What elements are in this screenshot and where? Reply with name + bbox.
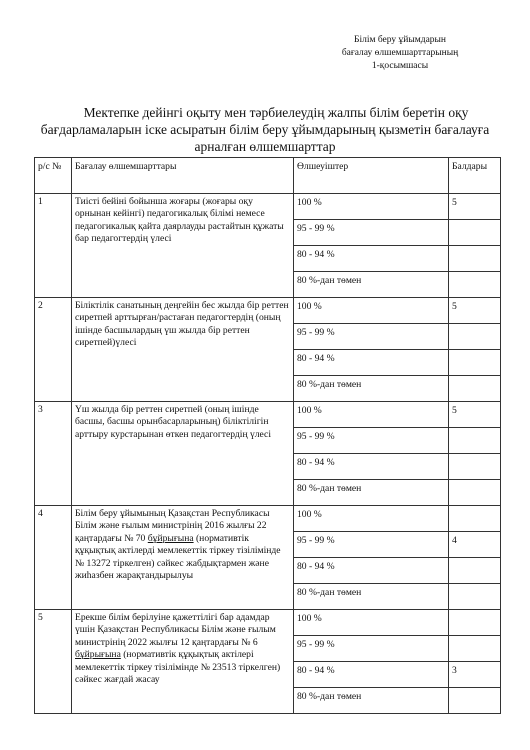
measure-cell: 95 - 99 %: [294, 636, 449, 662]
measure-cell: 80 %-дан төмен: [294, 272, 449, 298]
points-cell: [449, 454, 501, 480]
header-points: Балдары: [449, 158, 501, 194]
points-cell: [449, 480, 501, 506]
points-cell: 5: [449, 402, 501, 428]
order-link[interactable]: бұйрығына: [147, 532, 194, 544]
points-cell: [449, 584, 501, 610]
measure-cell: 80 - 94 %: [294, 662, 449, 688]
document-title-text: Мектепке дейінгі оқыту мен тәрбиелеудің жалпы білім беретін оқу бағдарламаларын іске асыратын білім беру ұйымдарының қызметін бағалауға арналған өлшемшарттар: [40, 105, 490, 154]
measure-cell: 80 - 94 %: [294, 350, 449, 376]
measure-cell: 95 - 99 %: [294, 220, 449, 246]
points-cell: [449, 220, 501, 246]
measure-cell: 80 %-дан төмен: [294, 688, 449, 714]
row-number: 1: [35, 194, 72, 298]
points-cell: [449, 558, 501, 584]
row-number: 2: [35, 298, 72, 402]
header-criteria: Бағалау өлшемшарттары: [72, 158, 294, 194]
measure-cell: 100 %: [294, 298, 449, 324]
measure-cell: 80 - 94 %: [294, 558, 449, 584]
measure-cell: 95 - 99 %: [294, 324, 449, 350]
criterion-text: [72, 506, 294, 610]
measure-cell: 80 %-дан төмен: [294, 480, 449, 506]
annex-header: [300, 34, 500, 73]
points-cell: [449, 376, 501, 402]
row-number: 3: [35, 402, 72, 506]
criterion-text-start: Ерекше білім берілуіне қажеттілігі бар адамдар үшін Қазақстан Республикасы Білім және ғылым министрінің 2022 жылғы 12 қаңтардағы № 6: [75, 612, 276, 648]
measure-cell: 95 - 99 %: [294, 428, 449, 454]
points-cell: 5: [449, 194, 501, 220]
points-cell: [449, 610, 501, 636]
criterion-text: Үш жылда бір реттен сиретпей (оның ішінде басшы, басшы орынбасарларының) біліктілігін арттыру курстарынан өткен педагогтердің үлесі: [72, 402, 294, 506]
table-row: [35, 194, 501, 220]
measure-cell: 100 %: [294, 402, 449, 428]
points-cell: [449, 428, 501, 454]
points-cell: 5: [449, 298, 501, 324]
criterion-text: [72, 610, 294, 714]
points-cell: [449, 636, 501, 662]
document-title: [30, 104, 500, 155]
measure-cell: 80 %-дан төмен: [294, 584, 449, 610]
points-cell: 4: [449, 532, 501, 558]
points-cell: [449, 324, 501, 350]
measure-cell: 80 - 94 %: [294, 454, 449, 480]
points-cell: [449, 506, 501, 532]
criterion-text-end: (нормативтік құқықтық актілерді мемлекеттік тіркеу тізілімінде № 13272 тіркелген) сәйкес жабдықтармен және жиһазбен жарақтандырылуы: [75, 532, 281, 582]
criterion-text-start: Білім беру ұйымының Қазақстан Республикасы Білім және ғылым министрінің 2016 жылғы 22 қаңтардағы № 70: [75, 508, 270, 544]
table-row: [35, 610, 501, 636]
row-number: 5: [35, 610, 72, 714]
measure-cell: 100 %: [294, 610, 449, 636]
points-cell: 3: [449, 662, 501, 688]
criterion-text: Біліктілік санатының деңгейін бес жылда бір реттен сиретпей арттырған/растаған педагогтердің (оның ішінде басшылардың үш жылда бір реттен сиретпей)үлесі: [72, 298, 294, 402]
table-header-row: [35, 158, 501, 194]
table-row: [35, 402, 501, 428]
points-cell: [449, 350, 501, 376]
measure-cell: 100 %: [294, 506, 449, 532]
header-measures: Өлшеуіштер: [294, 158, 449, 194]
criterion-text: Тиісті бейіні бойынша жоғары (жоғары оқу орнынан кейінгі) педагогикалық білімі немесе педагогикалық қайта даярлауды растайтын құжаты бар педагогтердің үлесі: [72, 194, 294, 298]
measure-cell: 80 - 94 %: [294, 246, 449, 272]
annex-line-2: бағалау өлшемшарттарының: [341, 48, 459, 58]
row-number: 4: [35, 506, 72, 610]
criterion-text-end: (нормативтік құқықтық актілері мемлекеттік тіркеу тізілімінде № 23513 тіркелген) сәйкес жағдай жасау: [75, 649, 281, 686]
points-cell: [449, 688, 501, 714]
points-cell: [449, 246, 501, 272]
table-row: [35, 506, 501, 532]
measure-cell: 95 - 99 %: [294, 532, 449, 558]
annex-line-1: Білім беру ұйымдарын: [353, 35, 447, 45]
annex-line-3: 1-қосымшасы: [371, 61, 429, 71]
criteria-table: [34, 157, 501, 714]
points-cell: [449, 272, 501, 298]
measure-cell: 100 %: [294, 194, 449, 220]
order-link[interactable]: бұйрығына: [75, 649, 121, 661]
measure-cell: 80 %-дан төмен: [294, 376, 449, 402]
header-number: р/с №: [35, 158, 72, 194]
table-row: [35, 298, 501, 324]
